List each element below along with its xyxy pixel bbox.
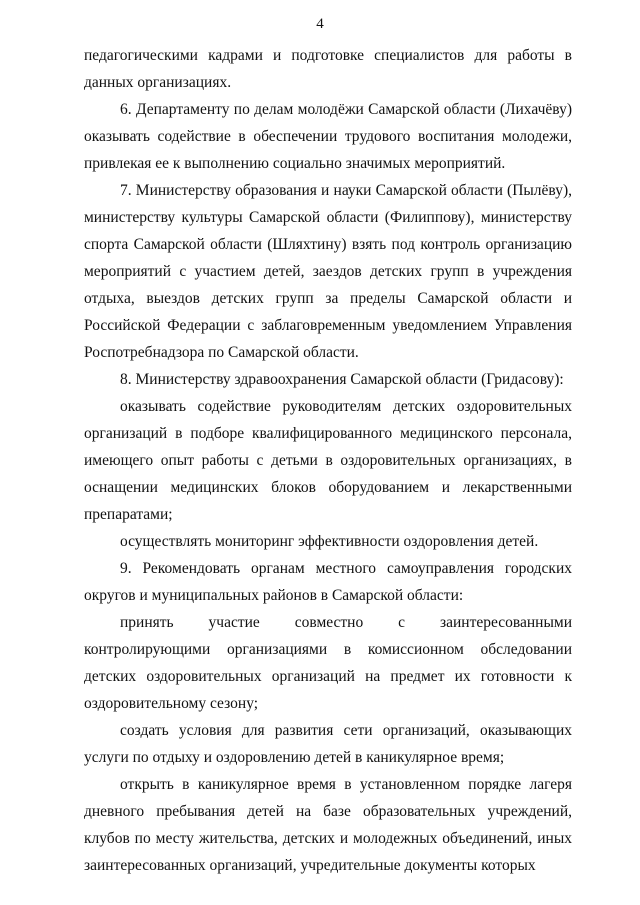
paragraph-item-8-sub-2: осуществлять мониторинг эффективности оздоровления детей. <box>120 533 539 550</box>
paragraph-item-9-sub-2: создать условия для развития сети организаций, оказывающих услуги по отдыху и оздоровлению детей в каникулярное время; <box>84 722 572 766</box>
paragraph-continuation: педагогическими кадрами и подготовке специалистов для работы в данных организациях. <box>84 47 572 91</box>
paragraph-item-9-sub-3: открыть в каникулярное время в установленном порядке лагеря дневного пребывания детей на базе образовательных учреждений, клубов по месту жительства, детских и молодежных объединений, иных заинтересованных организаций, учредительные документы которых <box>84 776 572 874</box>
document-body <box>84 42 572 879</box>
paragraph-item-8: 8. Министерству здравоохранения Самарской области (Гридасову): <box>120 371 564 388</box>
paragraph-item-6: 6. Департаменту по делам молодёжи Самарской области (Лихачёву) оказывать содействие в обеспечении трудового воспитания молодежи, привлекая ее к выполнению социально значимых мероприятий. <box>84 101 572 172</box>
paragraph-item-9-sub-1: принять участие совместно с заинтересованными контролирующими организациями в комиссионном обследовании детских оздоровительных организаций на предмет их готовности к оздоровительному сезону; <box>84 614 572 712</box>
paragraph-item-7: 7. Министерству образования и науки Самарской области (Пылёву), министерству культуры Самарской области (Филиппову), министерству спорта Самарской области (Шляхтину) взять под контроль организацию мероприятий с участием детей, заездов детских групп в учреждения отдыха, выездов детских групп за пределы Самарской области и Российской Федерации с заблаговременным уведомлением Управления Роспотребнадзора по Самарской области. <box>84 182 572 361</box>
paragraph-item-8-sub-1: оказывать содействие руководителям детских оздоровительных организаций в подборе квалифицированного медицинского персонала, имеющего опыт работы с детьми в оздоровительных организациях, в оснащении медицинских блоков оборудованием и лекарственными препаратами; <box>84 398 572 523</box>
paragraph-item-9: 9. Рекомендовать органам местного самоуправления городских округов и муниципальных районов в Самарской области: <box>84 560 572 604</box>
page-number: 4 <box>316 16 324 32</box>
